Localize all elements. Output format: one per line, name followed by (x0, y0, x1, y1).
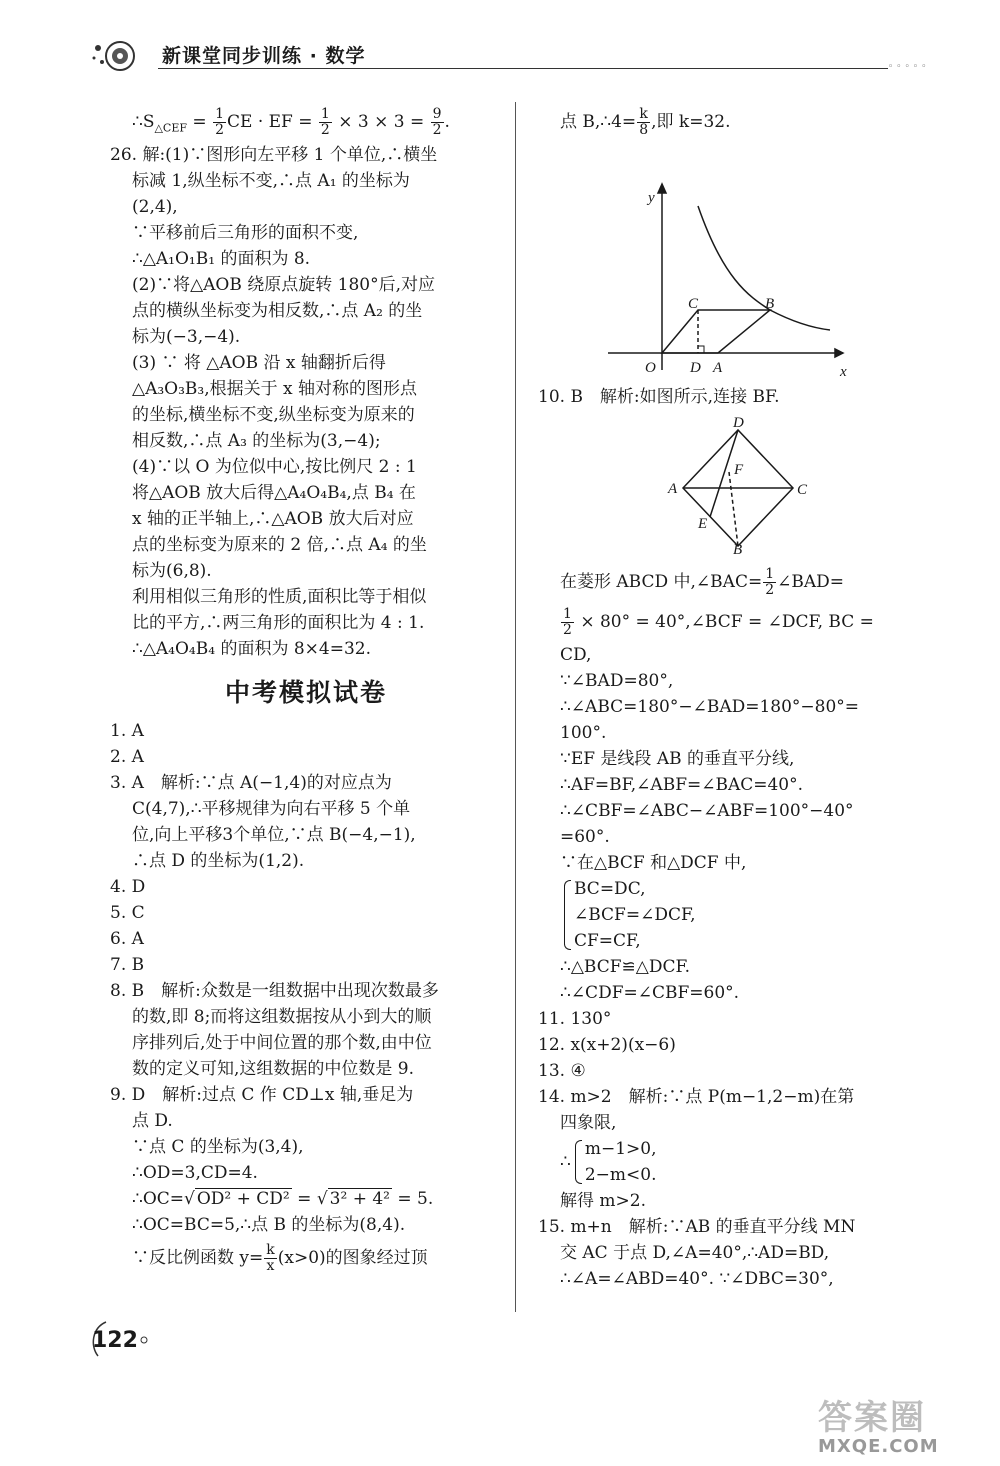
header-rule (158, 68, 888, 69)
k-value-line: 点 B,∴4= $\frac{k}{8}$ ,即 k=32. (560, 106, 731, 138)
text-line: ∵EF 是线段 AB 的垂直平分线, (560, 749, 795, 769)
fraction: $\frac{1}{2}$ (215, 106, 224, 138)
dashed-line-BF (729, 472, 738, 546)
fraction: $\frac{1}{2}$ (563, 606, 572, 638)
text-line: 26. 解:(1)∵图形向左平移 1 个单位,∴横坐 (110, 145, 438, 165)
label-A: A (713, 360, 723, 376)
fraction: $\frac{k}{x}$ (266, 1242, 275, 1274)
label-D: D (690, 360, 701, 376)
text-line: ∴OD=3,CD=4. (132, 1163, 258, 1183)
column-divider (515, 102, 516, 1312)
answer-line: 7. B (110, 955, 145, 975)
fraction: $\frac{k}{8}$ (639, 106, 649, 138)
answer-line: 3. A 解析:∵点 A(−1,4)的对应点为 (110, 773, 392, 793)
text-line: ∴OC=BC=5,∴点 B 的坐标为(8,4). (132, 1215, 406, 1235)
label-O: O (645, 360, 656, 376)
label-B: B (733, 542, 743, 556)
text-line: 四象限, (560, 1113, 617, 1133)
text-line: ∴点 D 的坐标为(1,2). (132, 851, 305, 871)
right-angle-mark (698, 346, 704, 353)
inequality-system: ∴ m−1>0, 2−m<0. (538, 1136, 938, 1188)
text-line: ∴△BCF≌△DCF. (560, 957, 691, 977)
answer-line: 15. m+n 解析:∵AB 的垂直平分线 MN (538, 1217, 856, 1237)
text-line: 数的定义可知,这组数据的中位数是 9. (132, 1059, 415, 1079)
text-line: 解得 m>2. (560, 1191, 646, 1211)
text-line: 标减 1,纵坐标不变,∴点 A₁ 的坐标为 (132, 171, 410, 191)
text-line: 的数,即 8;而将这组数据按从小到大的顺 (132, 1007, 432, 1027)
text-line: ∵点 C 的坐标为(3,4), (132, 1137, 304, 1157)
brace-system: m−1>0, 2−m<0. (571, 1136, 657, 1188)
text-line: 标为(6,8). (132, 561, 212, 581)
right-column (538, 102, 938, 1292)
answer-line: 11. 130° (538, 1009, 612, 1029)
text-line: 标为(−3,−4). (132, 327, 241, 347)
text-line: 的坐标,横坐标不变,纵坐标变为原来的 (132, 405, 415, 425)
area-formula-line: $\therefore S_{\triangle CEF}$ = $\frac{1}{2}$ CE · EF = $\frac{1}{2}$ × 3 × 3 = $\frac{9}{2}$ . (132, 106, 450, 138)
label-B: B (765, 296, 775, 312)
text-line: 位,向上平移3个单位,∵点 B(−4,−1), (132, 825, 416, 845)
text-line: 交 AC 于点 D,∠A=40°,∴AD=BD, (560, 1243, 830, 1263)
text-line: x 轴的正半轴上,∴△AOB 放大后对应 (132, 509, 414, 529)
answer-line: 10. B 解析:如图所示,连接 BF. (538, 387, 780, 407)
sqrt-line: ∴OC=√ OD² + CD² = √ 3² + 4² = 5. (132, 1189, 434, 1209)
angle-line: 在菱形 ABCD 中,∠BAC= $\frac{1}{2}$ ∠BAD= (560, 566, 845, 598)
rhombus-figure (538, 416, 938, 556)
text-line: 100°. (560, 723, 607, 743)
label-E: E (698, 516, 708, 532)
label-D: D (733, 416, 744, 431)
watermark-url: MXQE.COM (818, 1436, 939, 1457)
coordinate-graph-figure (538, 148, 938, 378)
text-line: ∴∠CDF=∠CBF=60°. (560, 983, 740, 1003)
answer-line: 14. m>2 解析:∵点 P(m−1,2−m)在第 (538, 1087, 855, 1107)
answer-line: 5. C (110, 903, 145, 923)
text-line: 相反数,∴点 A₃ 的坐标为(3,−4); (132, 431, 381, 451)
y-axis-arrow-icon (658, 184, 666, 193)
text-line: ∴∠ABC=180°−∠BAD=180°−80°= (560, 697, 860, 717)
text-line: ∴∠CBF=∠ABC−∠ABF=100°−40° (560, 801, 854, 821)
text-line: (3) ∵ 将 △AOB 沿 x 轴翻折后得 (132, 353, 386, 373)
label-F: F (734, 462, 744, 478)
label-x: x (840, 364, 847, 378)
answer-line: 4. D (110, 877, 146, 897)
text-line: (2,4), (132, 197, 178, 217)
text-line: C(4,7),∴平移规律为向右平移 5 个单 (132, 799, 411, 819)
watermark-chinese: 答案圈 (818, 1398, 926, 1438)
label-A: A (668, 481, 678, 497)
text-line: ∴△A₁O₁B₁ 的面积为 8. (132, 249, 311, 269)
text-line: ∴∠A=∠ABD=40°. ∵∠DBC=30°, (560, 1269, 834, 1289)
function-line: ∵反比例函数 y= $\frac{k}{x}$ (x>0)的图象经过顶 (132, 1242, 428, 1274)
text-line: 利用相似三角形的性质,面积比等于相似 (132, 587, 427, 607)
answer-line: 6. A (110, 929, 144, 949)
answer-line: 9. D 解析:过点 C 作 CD⊥x 轴,垂足为 (110, 1085, 414, 1105)
answer-line: 13. ④ (538, 1061, 586, 1081)
equation-system (538, 876, 938, 954)
text-line: CD, (560, 645, 592, 665)
label-C: C (688, 296, 699, 312)
text-line: ∴AF=BF,∠ABF=∠BAC=40°. (560, 775, 804, 795)
hyperbola-curve (698, 206, 830, 330)
answer-line: 12. x(x+2)(x−6) (538, 1035, 676, 1055)
header-dots: ◦◦◦◦◦ (888, 62, 930, 72)
text-line: ∵∠BAD=80°, (560, 671, 674, 691)
label-C: C (797, 482, 808, 498)
fraction: $\frac{1}{2}$ (320, 106, 330, 138)
x-axis-arrow-icon (835, 349, 843, 357)
answer-line: 8. B 解析:众数是一组数据中出现次数最多 (110, 981, 439, 1001)
text-line: =60°. (560, 827, 610, 847)
book-logo-icon (90, 36, 138, 76)
header-title: 新课堂同步训练 · 数学 (162, 45, 366, 67)
answer-line: 1. A (110, 721, 144, 741)
text-line: 点 D. (132, 1111, 173, 1131)
text-line: 点的坐标变为原来的 2 倍,∴点 A₄ 的坐 (132, 535, 427, 555)
left-column (110, 102, 502, 1278)
text-line: ∵在△BCF 和△DCF 中, (560, 853, 747, 873)
section-title: 中考模拟试卷 (224, 678, 387, 707)
text-line: (2)∵将△AOB 绕原点旋转 180°后,对应 (132, 275, 436, 295)
answer-line: 2. A (110, 747, 144, 767)
text-line: 将△AOB 放大后得△A₄O₄B₄,点 B₄ 在 (132, 483, 416, 503)
page-header (80, 28, 960, 83)
fraction: $\frac{9}{2}$ (432, 106, 442, 138)
brace-system: BC=DC, ∠BCF=∠DCF, CF=CF, (560, 876, 696, 954)
text-line: ∵平移前后三角形的面积不变, (132, 223, 359, 243)
page-number: 122 (92, 1328, 138, 1353)
text-line: (4)∵以 O 为位似中心,按比例尺 2 : 1 (132, 457, 417, 477)
parallelogram (662, 310, 770, 353)
text-line: △A₃O₃B₃,根据关于 x 轴对称的图形点 (132, 379, 418, 399)
text-line: 序排列后,处于中间位置的那个数,由中位 (132, 1033, 432, 1053)
text-line: 点的横纵坐标变为相反数,∴点 A₂ 的坐 (132, 301, 423, 321)
fraction: $\frac{1}{2}$ (765, 566, 775, 598)
label-y: y (648, 190, 655, 206)
angle-line: $\frac{1}{2}$ × 80° = 40°,∠BCF = ∠DCF, BC = (563, 606, 874, 638)
text-line: 比的平方,∴两三角形的面积比为 4 : 1. (132, 613, 425, 633)
text-line: ∴△A₄O₄B₄ 的面积为 8×4=32. (132, 639, 372, 659)
